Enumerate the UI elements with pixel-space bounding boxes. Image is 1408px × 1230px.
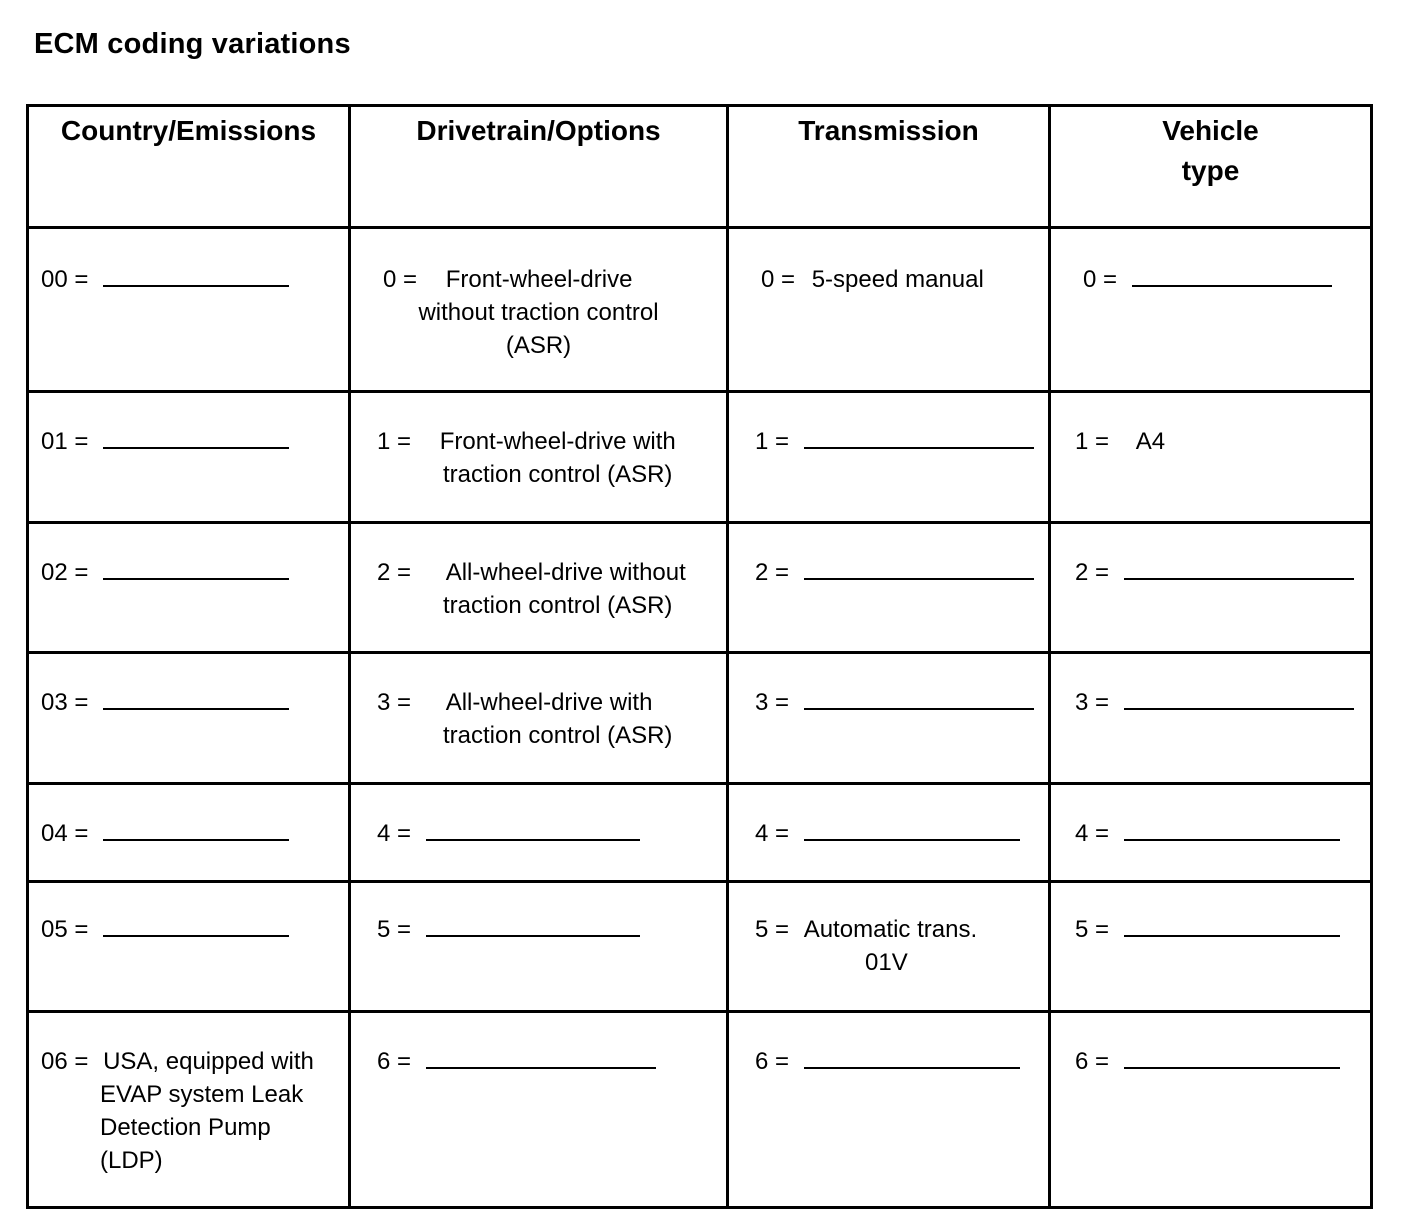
transmission-cell: [728, 653, 1050, 784]
drivetrain-code: 4 =: [377, 820, 412, 847]
blank-line: [426, 1067, 656, 1069]
blank-line: [1124, 578, 1354, 580]
drivetrain-cell: [350, 784, 728, 882]
drivetrain-cell: [350, 653, 728, 784]
blank-line: [804, 578, 1034, 580]
drivetrain-desc-line2: traction control (ASR): [443, 722, 673, 749]
vehicle-code: 6 =: [1075, 1048, 1110, 1075]
blank-line: [103, 578, 289, 580]
vehicle-cell: [1050, 784, 1372, 882]
drivetrain-code: 3 =: [377, 689, 412, 716]
vehicle-code: 5 =: [1075, 916, 1110, 943]
table-row: [28, 228, 1372, 392]
country-cell: [28, 228, 350, 392]
vehicle-cell: [1050, 228, 1372, 392]
transmission-code: 2 =: [755, 559, 790, 586]
drivetrain-desc-line1: All-wheel-drive with: [445, 689, 653, 716]
drivetrain-code: 6 =: [377, 1048, 412, 1075]
transmission-desc-line2: 01V: [865, 949, 908, 976]
blank-line: [103, 708, 289, 710]
blank-line: [1124, 935, 1340, 937]
blank-line: [804, 708, 1034, 710]
transmission-code: 5 =: [755, 916, 790, 943]
country-code: 02 =: [41, 559, 89, 586]
country-code: 06 =: [41, 1048, 89, 1075]
drivetrain-desc-line3: (ASR): [505, 332, 572, 359]
table-row: [28, 392, 1372, 523]
blank-line: [1124, 708, 1354, 710]
vehicle-cell: [1050, 653, 1372, 784]
blank-line: [1124, 839, 1340, 841]
drivetrain-desc-line1: Front-wheel-drive with: [439, 428, 676, 455]
country-desc-line1: USA, equipped with: [103, 1048, 314, 1075]
transmission-cell: [728, 784, 1050, 882]
country-cell: [28, 653, 350, 784]
country-desc-line3: Detection Pump: [100, 1114, 271, 1141]
blank-line: [804, 447, 1034, 449]
header-vehicle-line1: Vehicle: [1162, 115, 1259, 146]
transmission-code: 3 =: [755, 689, 790, 716]
table-row: [28, 784, 1372, 882]
country-cell: [28, 523, 350, 653]
blank-line: [1132, 285, 1332, 287]
drivetrain-desc-line1: All-wheel-drive without: [445, 559, 686, 586]
header-transmission: Transmission: [728, 106, 1050, 228]
vehicle-desc: A4: [1135, 428, 1166, 455]
drivetrain-code: 1 =: [377, 428, 412, 455]
blank-line: [426, 935, 640, 937]
vehicle-code: 3 =: [1075, 689, 1110, 716]
country-cell: [28, 392, 350, 523]
transmission-cell: [728, 523, 1050, 653]
header-vehicle: [1050, 106, 1372, 228]
country-cell: [28, 882, 350, 1012]
transmission-desc-line1: Automatic trans.: [803, 916, 978, 943]
drivetrain-cell: [350, 228, 728, 392]
country-desc-line4: (LDP): [100, 1147, 163, 1174]
table-row: [28, 882, 1372, 1012]
vehicle-code: 0 =: [1083, 266, 1118, 293]
drivetrain-code: 2 =: [377, 559, 412, 586]
transmission-code: 0 =: [761, 266, 796, 293]
page-title: ECM coding variations: [34, 28, 351, 60]
blank-line: [1124, 1067, 1340, 1069]
blank-line: [103, 447, 289, 449]
blank-line: [103, 285, 289, 287]
table-row: [28, 523, 1372, 653]
drivetrain-code: 5 =: [377, 916, 412, 943]
country-cell: [28, 1012, 350, 1208]
vehicle-code: 1 =: [1075, 428, 1110, 455]
transmission-cell: [728, 392, 1050, 523]
header-country: Country/Emissions: [28, 106, 350, 228]
table-row: [28, 653, 1372, 784]
drivetrain-cell: [350, 392, 728, 523]
country-code: 04 =: [41, 820, 89, 847]
country-code: 05 =: [41, 916, 89, 943]
transmission-code: 1 =: [755, 428, 790, 455]
drivetrain-cell: [350, 1012, 728, 1208]
blank-line: [103, 935, 289, 937]
drivetrain-cell: [350, 523, 728, 653]
header-drivetrain: Drivetrain/Options: [350, 106, 728, 228]
transmission-desc: 5-speed manual: [811, 266, 984, 293]
vehicle-cell: [1050, 1012, 1372, 1208]
transmission-code: 4 =: [755, 820, 790, 847]
drivetrain-code: 0 =: [383, 266, 418, 293]
country-code: 00 =: [41, 266, 89, 293]
country-desc-line2: EVAP system Leak: [100, 1081, 304, 1108]
coding-table: [26, 104, 1373, 1209]
country-code: 03 =: [41, 689, 89, 716]
header-row: [28, 106, 1372, 228]
vehicle-cell: [1050, 392, 1372, 523]
vehicle-code: 2 =: [1075, 559, 1110, 586]
blank-line: [804, 1067, 1020, 1069]
blank-line: [426, 839, 640, 841]
country-code: 01 =: [41, 428, 89, 455]
transmission-cell: [728, 228, 1050, 392]
transmission-cell: [728, 882, 1050, 1012]
vehicle-code: 4 =: [1075, 820, 1110, 847]
drivetrain-desc-line2: traction control (ASR): [443, 592, 673, 619]
blank-line: [103, 839, 289, 841]
drivetrain-cell: [350, 882, 728, 1012]
vehicle-cell: [1050, 882, 1372, 1012]
transmission-code: 6 =: [755, 1048, 790, 1075]
country-cell: [28, 784, 350, 882]
drivetrain-desc-line2: without traction control: [418, 299, 659, 326]
transmission-cell: [728, 1012, 1050, 1208]
drivetrain-desc-line2: traction control (ASR): [443, 461, 673, 488]
blank-line: [804, 839, 1020, 841]
table-row: [28, 1012, 1372, 1208]
header-vehicle-line2: type: [1181, 155, 1240, 186]
vehicle-cell: [1050, 523, 1372, 653]
drivetrain-desc-line1: Front-wheel-drive: [445, 266, 633, 293]
